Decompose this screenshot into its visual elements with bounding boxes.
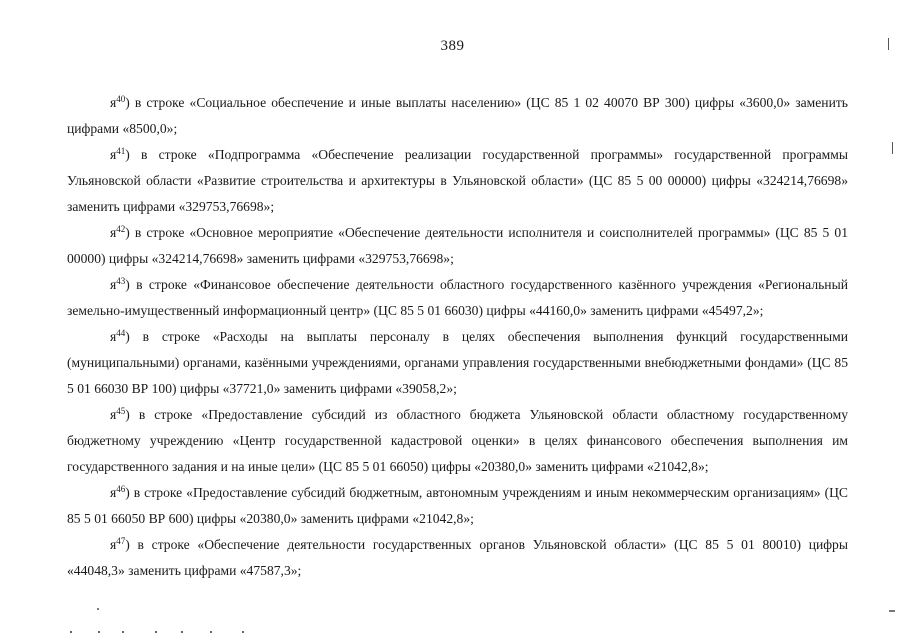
amendment-item-41 [67, 142, 848, 220]
item-text: ) в строке «Предоставление субсидий бюджетным, автономным учреждениям и иным некоммерческим организациям» (ЦС 85 5 01 66050 ВР 600) цифры «20380,0» заменить цифрами «21042,8»; [67, 485, 848, 526]
item-letter: я [110, 329, 117, 344]
item-number: 40 [116, 94, 126, 104]
item-number: 41 [116, 146, 126, 156]
item-letter: я [110, 407, 117, 422]
scan-dot [97, 608, 99, 610]
item-letter: я [110, 537, 117, 552]
amendment-item-44 [67, 324, 848, 402]
scan-noise [60, 628, 250, 636]
item-text: ) в строке «Обеспечение деятельности государственных органов Ульяновской области» (ЦС 85 5 01 80010) цифры «44048,3» заменить цифрами «47587,3»; [67, 537, 848, 578]
item-letter: я [110, 95, 117, 110]
item-text: ) в строке «Расходы на выплаты персоналу в целях обеспечения выполнения функций государственными (муниципальными) органами, казёнными учреждениями, органами управления государственными внебюджетными фондами» (ЦС 85 5 01 66030 ВР 100) цифры «37721,0» заменить цифрами «39058,2»; [67, 329, 848, 396]
item-text: ) в строке «Финансовое обеспечение деятельности областного государственного казённого учреждения «Региональный земельно-имущественный информационный центр» (ЦС 85 5 01 66030) цифры «44160,0» заменить цифрами «45497,2»; [67, 277, 848, 318]
scan-edge-mark [892, 142, 893, 154]
amendment-item-42 [67, 220, 848, 272]
amendment-item-40 [67, 90, 848, 142]
page-number: 389 [440, 38, 465, 54]
item-letter: я [110, 277, 117, 292]
item-letter: я [110, 485, 117, 500]
item-letter: я [110, 147, 117, 162]
document-body [67, 90, 848, 584]
amendment-item-47 [67, 532, 848, 584]
item-text: ) в строке «Социальное обеспечение и иные выплаты населению» (ЦС 85 1 02 40070 ВР 300) цифры «3600,0» заменить цифрами «8500,0»; [67, 95, 848, 136]
amendment-item-46 [67, 480, 848, 532]
amendment-item-43 [67, 272, 848, 324]
scan-edge-mark [888, 38, 889, 50]
item-number: 44 [116, 328, 126, 338]
item-number: 47 [116, 536, 126, 546]
item-text: ) в строке «Подпрограмма «Обеспечение реализации государственной программы» государственной программы Ульяновской области «Развитие строительства и архитектуры в Ульяновской области» (ЦС 85 5 00 00000) цифры «324214,76698» заменить цифрами «329753,76698»; [67, 147, 848, 214]
item-letter: я [110, 225, 117, 240]
item-text: ) в строке «Основное мероприятие «Обеспечение деятельности исполнителя и соисполнителей программы» (ЦС 85 5 01 00000) цифры «324214,76698» заменить цифрами «329753,76698»; [67, 225, 848, 266]
amendment-item-45 [67, 402, 848, 480]
item-number: 45 [116, 406, 126, 416]
item-text: ) в строке «Предоставление субсидий из областного бюджета Ульяновской области областному государственному бюджетному учреждению «Центр государственной кадастровой оценки» в целях финансового обеспечения выполнения им государственного задания и на иные цели» (ЦС 85 5 01 66050) цифры «20380,0» заменить цифрами «21042,8»; [67, 407, 848, 474]
item-number: 46 [116, 484, 126, 494]
scan-edge-mark [889, 610, 895, 612]
item-number: 42 [116, 224, 126, 234]
item-number: 43 [116, 276, 126, 286]
